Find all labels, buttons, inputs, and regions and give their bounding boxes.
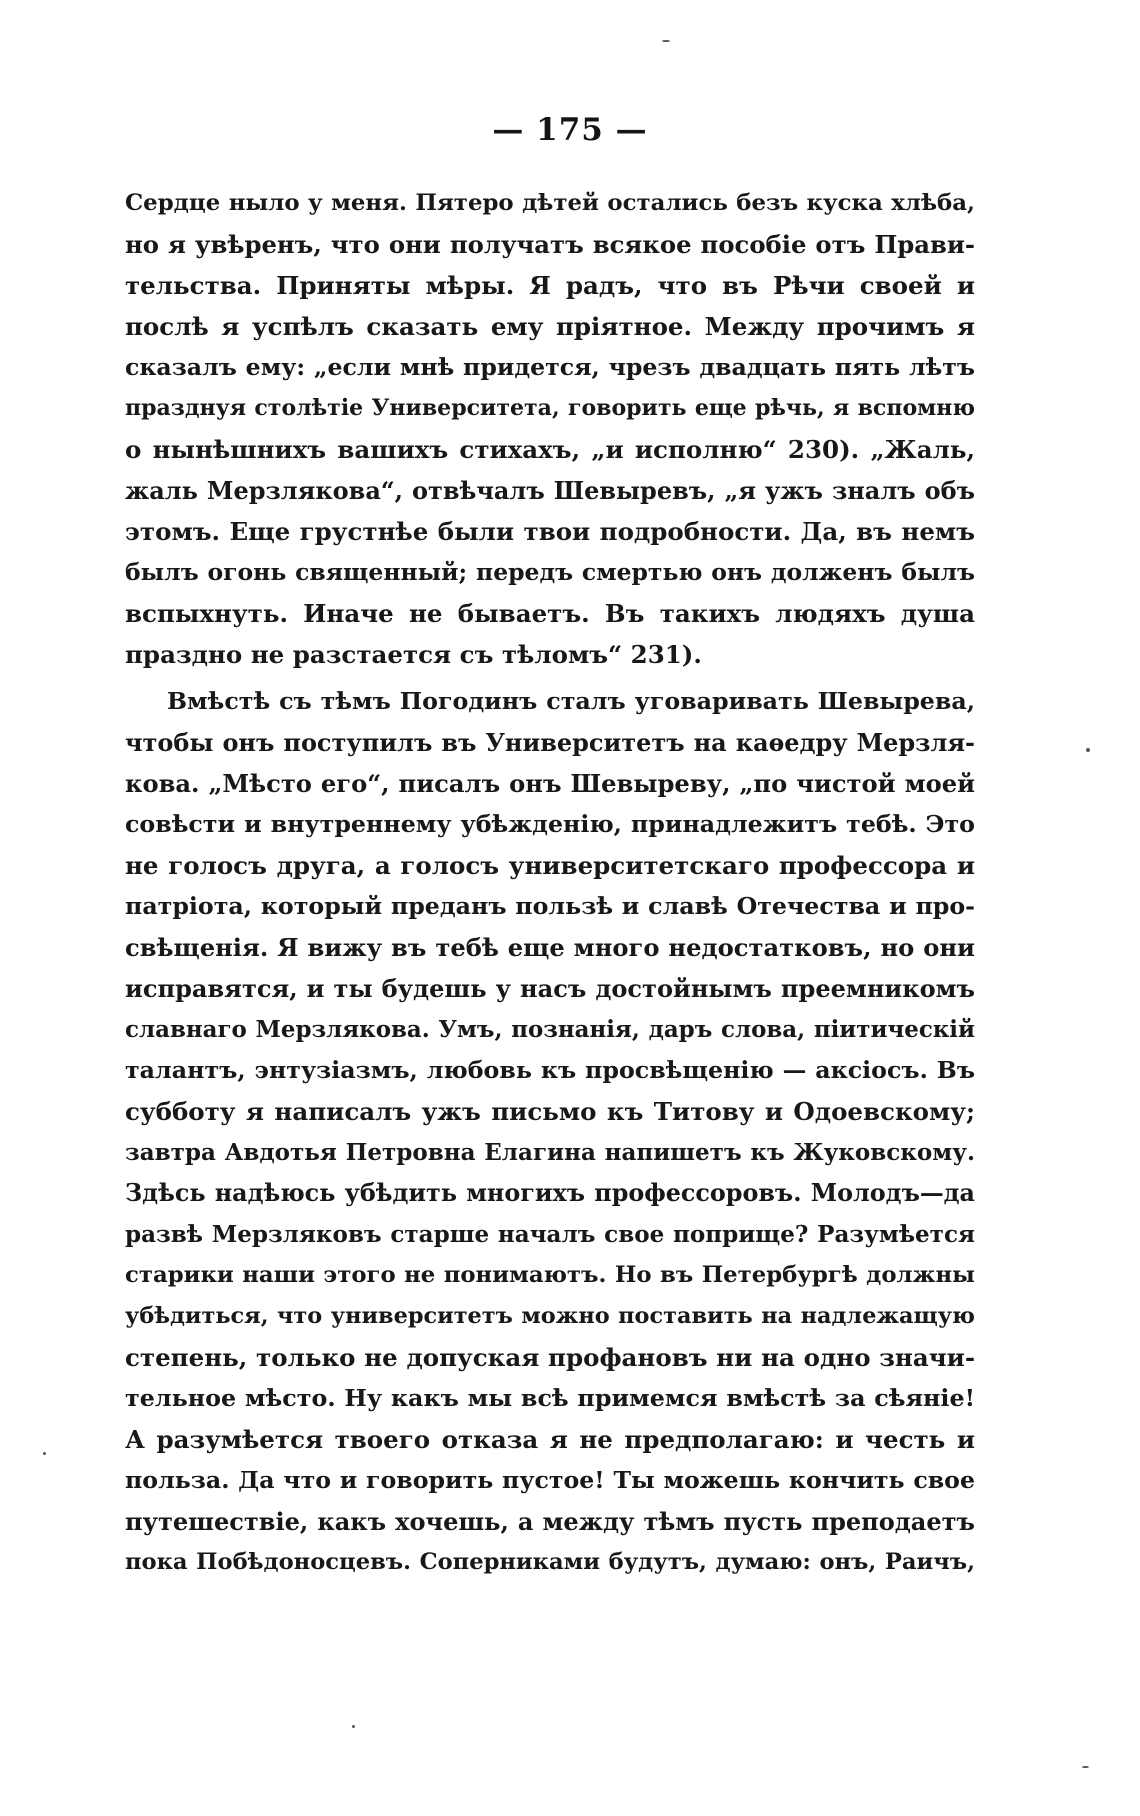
text-line: тельное мѣсто. Ну какъ мы всѣ примемся вмѣстѣ за сѣяніе! [125,1384,975,1412]
text-line: субботу я написалъ ужъ письмо къ Титову и Одоевскому; [125,1097,975,1126]
text-line: послѣ я успѣлъ сказать ему пріятное. Между прочимъ я [125,312,975,341]
text-line: но я увѣренъ, что они получатъ всякое пособіе отъ Прави- [125,230,975,259]
text-line: кова. „Мѣсто его“, писалъ онъ Шевыреву, „по чистой моей [125,769,975,798]
text-line: путешествіе, какъ хочешь, а между тѣмъ пусть преподаетъ [125,1507,975,1536]
text-line: старики наши этого не понимаютъ. Но въ Петербургѣ должны [125,1262,975,1288]
page-number: — 175 — [492,112,648,148]
text-line: Сердце ныло у меня. Пятеро дѣтей остались безъ куска хлѣба, [125,190,975,216]
text-line: совѣсти и внутреннему убѣжденію, принадлежитъ тебѣ. Это [125,810,975,838]
text-line: завтра Авдотья Петровна Елагина напишетъ къ Жуковскому. [125,1139,975,1166]
text-line: Вмѣстѣ съ тѣмъ Погодинъ сталъ уговаривать Шевырева, [167,687,975,715]
text-line: А разумѣется твоего отказа я не предполагаю: и честь и [125,1425,975,1454]
text-line: этомъ. Еще грустнѣе были твои подробности. Да, въ немъ [125,517,975,546]
text-line: о нынѣшнихъ вашихъ стихахъ, „и исполню“ 230). „Жаль, [125,435,975,464]
text-line: патріота, который преданъ пользѣ и славѣ Отечества и про- [125,892,975,920]
body-text [125,183,975,1583]
text-line: тельства. Приняты мѣры. Я радъ, что въ Рѣчи своей и [125,271,975,300]
text-line: славнаго Мерзлякова. Умъ, познанія, даръ слова, піитическій [125,1016,975,1043]
text-line: убѣдиться, что университетъ можно поставить на надлежащую [125,1303,975,1329]
text-line: степень, только не допуская профановъ ни на одно значи- [125,1343,975,1372]
scan-speck [43,1452,46,1455]
text-line: пока Побѣдоносцевъ. Соперниками будутъ, думаю: онъ, Раичъ, [125,1549,975,1575]
text-line: праздно не разстается съ тѣломъ“ 231). [125,640,702,669]
text-line: жаль Мерзлякова“, отвѣчалъ Шевыревъ, „я ужъ зналъ объ [125,476,975,505]
scan-speck [1086,748,1090,752]
text-line: сказалъ ему: „если мнѣ придется, чрезъ двадцать пять лѣтъ [125,353,975,381]
text-line: развѣ Мерзляковъ старше началъ свое поприще? Разумѣется [125,1221,975,1248]
paragraph-2 [125,681,975,1583]
text-line: исправятся, и ты будешь у насъ достойнымъ преемникомъ [125,974,975,1003]
paragraph-1 [125,183,975,675]
text-line: чтобы онъ поступилъ въ Университетъ на каѳедру Мерзля- [125,728,975,757]
text-line: вспыхнуть. Иначе не бываетъ. Въ такихъ людяхъ душа [125,599,975,628]
text-line: Здѣсь надѣюсь убѣдить многихъ профессоровъ. Молодъ—да [125,1179,975,1207]
text-line: былъ огонь священный; передъ смертью онъ долженъ былъ [125,558,975,586]
text-line: празднуя столѣтіе Университета, говорить еще рѣчь, я вспомню [125,395,975,421]
text-line: польза. Да что и говорить пустое! Ты можешь кончить свое [125,1466,975,1494]
text-line: не голосъ друга, а голосъ университетскаго профессора и [125,851,975,880]
text-line: свѣщенія. Я вижу въ тебѣ еще много недостатковъ, но они [125,933,975,962]
scan-speck [1082,1766,1089,1768]
scan-speck [352,1725,355,1728]
text-line: талантъ, энтузіазмъ, любовь къ просвѣщенію — аксіосъ. Въ [125,1056,975,1084]
scan-speck [662,40,670,42]
